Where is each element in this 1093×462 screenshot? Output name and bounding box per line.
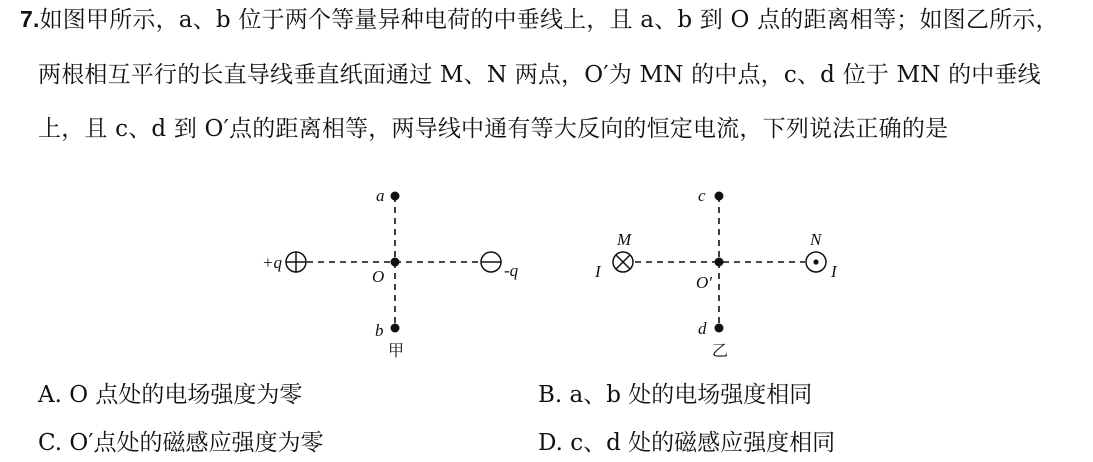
yi-label-c: c	[698, 186, 706, 205]
yi-label-current-left: I	[595, 262, 601, 281]
question-text-2: 两根相互平行的长直导线垂直纸面通过 M、N 两点，O′为 MN 的中点，c、d 位于 MN 的中垂线	[38, 62, 1041, 88]
question-text-1: 如图甲所示，a、b 位于两个等量异种电荷的中垂线上，且 a、b 到 O 点的距离相等；如图乙所示，	[39, 7, 1059, 33]
jia-point-o-dot	[391, 258, 400, 267]
option-c[interactable]	[38, 428, 323, 458]
option-d-text: D. c、d 处的磁感应强度相同	[538, 430, 836, 456]
current-out-of-page-icon	[806, 252, 826, 272]
figure-yi	[594, 186, 838, 360]
jia-point-a-dot	[391, 192, 400, 201]
option-c-text: C. O′点处的磁感应强度为零	[38, 430, 324, 456]
jia-label-b: b	[375, 321, 384, 340]
option-a[interactable]	[38, 380, 302, 410]
yi-point-c-dot	[715, 192, 724, 201]
current-into-page-icon	[613, 252, 633, 272]
yi-label-n: N	[810, 230, 822, 249]
option-b-text: B. a、b 处的电场强度相同	[538, 382, 813, 408]
jia-label-a: a	[376, 186, 385, 205]
yi-label-current-right: I	[831, 262, 837, 281]
yi-label-d: d	[698, 319, 707, 338]
jia-label-o: O	[372, 267, 385, 286]
jia-label-pos-q: +q	[262, 253, 282, 272]
yi-point-d-dot	[715, 324, 724, 333]
question-text-3: 上，且 c、d 到 O′点的距离相等，两导线中通有等大反向的恒定电流，下列说法正确的是	[38, 116, 949, 142]
yi-label-o-prime: O′	[696, 273, 712, 292]
yi-point-o-dot	[715, 258, 724, 267]
option-d[interactable]	[538, 428, 835, 458]
negative-charge-icon	[481, 252, 501, 272]
question-number: 7.	[20, 6, 40, 32]
jia-point-b-dot	[391, 324, 400, 333]
option-a-text: A. O 点处的电场强度为零	[38, 382, 303, 408]
option-b[interactable]	[538, 380, 812, 410]
yi-caption: 乙	[712, 341, 729, 360]
jia-label-neg-q: -q	[504, 261, 519, 280]
figure-jia	[262, 186, 519, 360]
positive-charge-icon	[286, 252, 306, 272]
yi-label-m: M	[617, 230, 632, 249]
jia-caption: 甲	[388, 341, 405, 360]
